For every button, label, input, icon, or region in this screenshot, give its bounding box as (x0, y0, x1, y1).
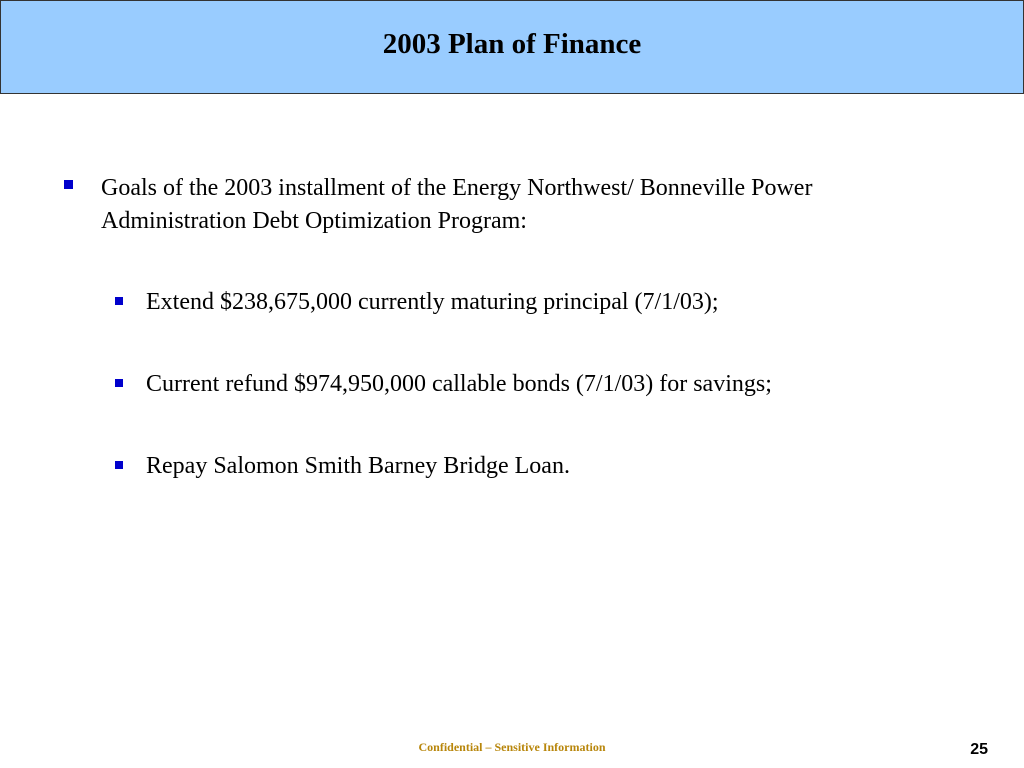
square-bullet-icon (64, 180, 73, 189)
page-number: 25 (970, 741, 988, 758)
square-bullet-icon (115, 297, 123, 305)
title-bar (0, 0, 1024, 94)
sub-bullet-item (115, 370, 772, 398)
main-bullet-text: Goals of the 2003 installment of the Energy Northwest/ Bonneville Power Administration Debt Optimization Program: (101, 175, 813, 234)
sub-bullet-text: Current refund $974,950,000 callable bonds (7/1/03) for savings; (146, 371, 772, 397)
sub-bullet-item (115, 452, 570, 480)
slide-title: 2003 Plan of Finance (382, 27, 642, 60)
sub-bullet-item (115, 288, 719, 316)
sub-bullet-text: Repay Salomon Smith Barney Bridge Loan. (146, 453, 570, 479)
sub-bullet-text: Extend $238,675,000 currently maturing principal (7/1/03); (146, 289, 719, 315)
square-bullet-icon (115, 461, 123, 469)
main-bullet-item (64, 172, 964, 238)
confidential-footer: Confidential – Sensitive Information (418, 740, 606, 754)
square-bullet-icon (115, 379, 123, 387)
